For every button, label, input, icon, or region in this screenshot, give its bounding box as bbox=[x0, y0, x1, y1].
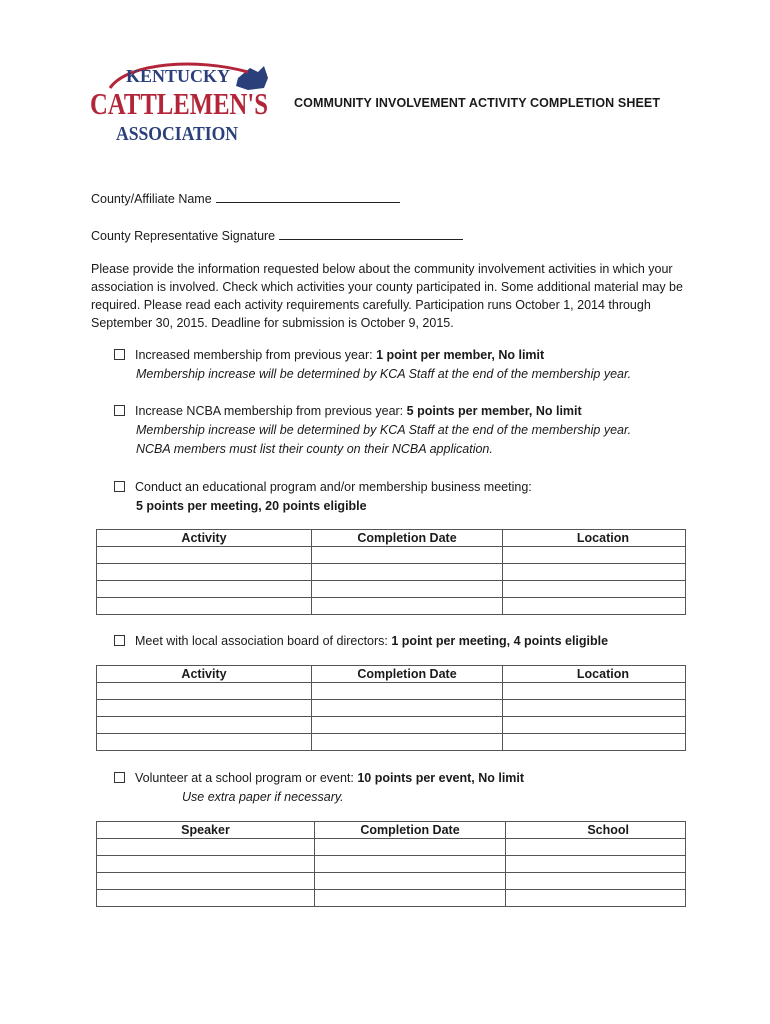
intro-paragraph: Please provide the information requested below about the community involvement activities in which your association is involved. Check which activities your county participated in. Some additional material may be required. Please read each activity requirements carefully. Participation runs October 1, 2014 through September 30, 2015. Deadline for submission is October 9, 2015. bbox=[91, 262, 683, 330]
page-title: COMMUNITY INVOLVEMENT ACTIVITY COMPLETION SHEET bbox=[294, 96, 661, 110]
table-header-row bbox=[97, 530, 686, 547]
logo-line-3: ASSOCIATION bbox=[116, 123, 239, 145]
table-cell[interactable] bbox=[97, 873, 315, 890]
checkbox-ncba-membership[interactable] bbox=[114, 405, 125, 416]
column-header: Activity bbox=[97, 666, 312, 683]
logo-line-2: CATTLEMEN'S bbox=[90, 86, 268, 121]
column-header: Completion Date bbox=[312, 666, 503, 683]
column-header: Speaker bbox=[97, 822, 315, 839]
column-header: Location bbox=[503, 530, 686, 547]
table-header-row bbox=[97, 666, 686, 683]
item-school-volunteer bbox=[114, 769, 524, 807]
item-note: Use extra paper if necessary. bbox=[182, 790, 344, 804]
table-cell[interactable] bbox=[503, 717, 686, 734]
table-row bbox=[97, 598, 686, 615]
item-label: Increased membership from previous year: bbox=[135, 348, 377, 362]
table-cell[interactable] bbox=[503, 734, 686, 751]
table-cell[interactable] bbox=[506, 890, 686, 907]
table-cell[interactable] bbox=[97, 598, 312, 615]
item-note: NCBA members must list their county on their NCBA application. bbox=[136, 442, 493, 456]
table-cell[interactable] bbox=[312, 598, 503, 615]
table-cell[interactable] bbox=[97, 839, 315, 856]
logo-line-1: KENTUCKY bbox=[126, 66, 231, 86]
item-label: Meet with local association board of directors: bbox=[135, 634, 392, 648]
table-cell[interactable] bbox=[315, 873, 506, 890]
table-cell[interactable] bbox=[503, 598, 686, 615]
table-row bbox=[97, 839, 686, 856]
table-cell[interactable] bbox=[506, 873, 686, 890]
signature-label: County Representative Signature bbox=[91, 229, 276, 243]
table-row bbox=[97, 873, 686, 890]
table-row bbox=[97, 581, 686, 598]
item-points: 5 points per meeting, 20 points eligible bbox=[136, 499, 367, 513]
checkbox-membership[interactable] bbox=[114, 349, 125, 360]
table-row bbox=[97, 856, 686, 873]
table-row bbox=[97, 564, 686, 581]
table-cell[interactable] bbox=[97, 856, 315, 873]
table-row bbox=[97, 890, 686, 907]
table-row bbox=[97, 547, 686, 564]
table-cell[interactable] bbox=[312, 700, 503, 717]
item-membership bbox=[114, 346, 631, 384]
item-ncba-membership bbox=[114, 402, 631, 459]
checkbox-educational-program[interactable] bbox=[114, 481, 125, 492]
table-cell[interactable] bbox=[97, 700, 312, 717]
table-cell[interactable] bbox=[503, 564, 686, 581]
signature-field[interactable] bbox=[91, 229, 463, 243]
column-header: Completion Date bbox=[312, 530, 503, 547]
checkbox-board-meeting[interactable] bbox=[114, 635, 125, 646]
column-header: Activity bbox=[97, 530, 312, 547]
table-cell[interactable] bbox=[97, 581, 312, 598]
table-cell[interactable] bbox=[97, 683, 312, 700]
kentucky-cattlemens-association-logo bbox=[88, 58, 270, 144]
county-field[interactable] bbox=[91, 192, 400, 206]
table-cell[interactable] bbox=[97, 734, 312, 751]
item-note: Membership increase will be determined by KCA Staff at the end of the membership year. bbox=[136, 367, 632, 381]
table-row bbox=[97, 734, 686, 751]
item-label: Volunteer at a school program or event: bbox=[135, 771, 358, 785]
item-label: Conduct an educational program and/or membership business meeting: bbox=[135, 480, 532, 494]
table-cell[interactable] bbox=[312, 581, 503, 598]
county-label: County/Affiliate Name bbox=[91, 192, 212, 206]
table-row bbox=[97, 700, 686, 717]
item-points: 1 point per meeting, 4 points eligible bbox=[391, 634, 609, 648]
item-label: Increase NCBA membership from previous year: bbox=[135, 404, 407, 418]
school-volunteer-table bbox=[96, 821, 686, 907]
table-cell[interactable] bbox=[506, 839, 686, 856]
table-cell[interactable] bbox=[312, 734, 503, 751]
item-points: 10 points per event, No limit bbox=[357, 771, 525, 785]
table-cell[interactable] bbox=[503, 683, 686, 700]
column-header: Location bbox=[503, 666, 686, 683]
table-row bbox=[97, 717, 686, 734]
item-educational-program bbox=[114, 478, 532, 516]
table-row bbox=[97, 683, 686, 700]
table-cell[interactable] bbox=[97, 717, 312, 734]
table-cell[interactable] bbox=[503, 547, 686, 564]
checkbox-school-volunteer[interactable] bbox=[114, 772, 125, 783]
table-cell[interactable] bbox=[97, 890, 315, 907]
column-header: Completion Date bbox=[315, 822, 506, 839]
table-cell[interactable] bbox=[503, 581, 686, 598]
item-points: 1 point per member, No limit bbox=[376, 348, 545, 362]
table-cell[interactable] bbox=[315, 856, 506, 873]
table-cell[interactable] bbox=[312, 717, 503, 734]
board-meeting-table bbox=[96, 665, 686, 751]
item-note: Membership increase will be determined by KCA Staff at the end of the membership year. bbox=[136, 423, 632, 437]
column-header: School bbox=[506, 822, 686, 839]
item-points: 5 points per member, No limit bbox=[406, 404, 582, 418]
table-cell[interactable] bbox=[315, 839, 506, 856]
table-header-row bbox=[97, 822, 686, 839]
table-cell[interactable] bbox=[503, 700, 686, 717]
table-cell[interactable] bbox=[312, 564, 503, 581]
table-cell[interactable] bbox=[506, 856, 686, 873]
item-board-meeting bbox=[114, 632, 608, 651]
table-cell[interactable] bbox=[315, 890, 506, 907]
table-cell[interactable] bbox=[312, 683, 503, 700]
signature-blank-line[interactable] bbox=[279, 229, 463, 240]
educational-program-table bbox=[96, 529, 686, 615]
table-cell[interactable] bbox=[97, 564, 312, 581]
table-cell[interactable] bbox=[312, 547, 503, 564]
table-cell[interactable] bbox=[97, 547, 312, 564]
county-blank-line[interactable] bbox=[216, 192, 400, 203]
